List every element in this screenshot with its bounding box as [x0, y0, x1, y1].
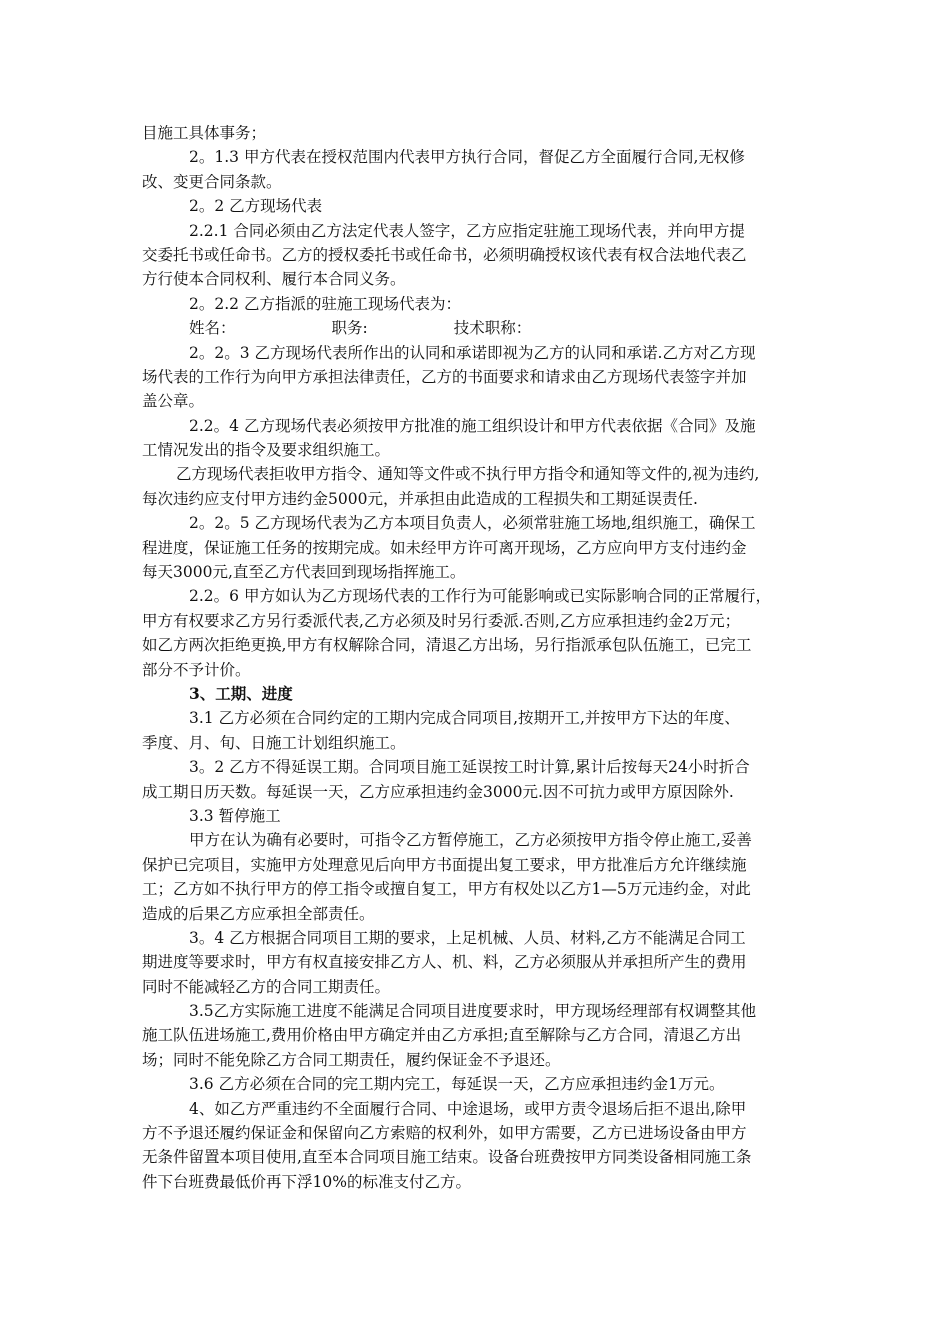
- text-line: 造成的后果乙方应承担全部责任。: [142, 904, 375, 923]
- text-line: 目施工具体事务；: [142, 124, 267, 142]
- contract-body: [142, 121, 812, 1194]
- position-label: 职务:: [331, 319, 368, 338]
- text-line: 期进度等要求时，甲方有权直接安排乙方人、机、料，乙方必须服从并承担所产生的费用: [142, 953, 747, 972]
- text-line: 2。2。3 乙方现场代表所作出的认同和承诺即视为乙方的认同和承诺.乙方对乙方现: [189, 343, 756, 362]
- text-line: 甲方在认为确有必要时，可指令乙方暂停施工，乙方必须按甲方指令停止施工,妥善: [189, 831, 752, 850]
- text-line: 甲方有权要求乙方另行委派代表,乙方必须及时另行委派.否则,乙方应承担违约金2万元；: [142, 611, 741, 630]
- text-line: 2.2。4 乙方现场代表必须按甲方批准的施工组织设计和甲方代表依据《合同》及施: [189, 416, 756, 435]
- text-line: 2.2。6 甲方如认为乙方现场代表的工作行为可能影响或已实际影响合同的正常履行，: [189, 587, 771, 606]
- text-line: 改、变更合同条款。: [142, 172, 282, 191]
- text-line: 3.5乙方实际施工进度不能满足合同项目进度要求时，甲方现场经理部有权调整其他: [189, 1002, 757, 1021]
- text-line: 施工队伍进场施工,费用价格由甲方确定并由乙方承担;直至解除与乙方合同，清退乙方出: [142, 1026, 742, 1045]
- representative-fields: [142, 316, 812, 340]
- text-line: 2。2 乙方现场代表: [189, 197, 323, 216]
- text-line: 部分不予计价。: [142, 660, 251, 679]
- text-line: 2。2.2 乙方指派的驻施工现场代表为：: [189, 294, 461, 313]
- text-line: 2.2.1 合同必须由乙方法定代表人签字，乙方应指定驻施工现场代表，并向甲方提: [189, 221, 745, 240]
- text-line: 3.3 暂停施工: [189, 806, 281, 825]
- text-line: 2。1.3 甲方代表在授权范围内代表甲方执行合同，督促乙方全面履行合同,无权修: [189, 148, 745, 167]
- text-line: 如乙方两次拒绝更换,甲方有权解除合同，清退乙方出场，另行指派承包队伍施工，已完工: [142, 636, 752, 655]
- text-line: 方不予退还履约保证金和保留向乙方索赔的权利外，如甲方需要，乙方已进场设备由甲方: [142, 1124, 747, 1143]
- text-line: 盖公章。: [142, 392, 205, 411]
- text-line: 乙方现场代表拒收甲方指令、通知等文件或不执行甲方指令和通知等文件的,视为违约,: [176, 465, 760, 484]
- text-line: 3。2 乙方不得延误工期。合同项目施工延误按工时计算,累计后按每天24小时折合: [189, 758, 750, 777]
- text-line: 保护已完项目，实施甲方处理意见后向甲方书面提出复工要求，甲方批准后方允许继续施: [142, 855, 747, 874]
- text-line: 工情况发出的指令及要求组织施工。: [142, 441, 391, 460]
- text-line: 每次违约应支付甲方违约金5000元，并承担由此造成的工程损失和工期延误责任.: [142, 489, 698, 508]
- text-line: 成工期日历天数。每延误一天，乙方应承担违约金3000元.因不可抗力或甲方原因除外.: [142, 782, 734, 801]
- text-line: 程进度，保证施工任务的按期完成。如未经甲方许可离开现场，乙方应向甲方支付违约金: [142, 538, 747, 557]
- text-line: 方行使本合同权利、履行本合同义务。: [142, 270, 406, 289]
- technical-title-label: 技术职称：: [453, 319, 532, 338]
- name-label: 姓名：: [189, 319, 236, 338]
- text-line: 无条件留置本项目使用,直至本合同项目施工结束。设备台班费按甲方同类设备相同施工条: [142, 1148, 752, 1167]
- text-line: 3.6 乙方必须在合同的完工期内完工，每延误一天，乙方应承担违约金1万元。: [189, 1075, 725, 1094]
- text-line: 季度、月、旬、日施工计划组织施工。: [142, 733, 406, 752]
- text-line: 3。4 乙方根据合同项目工期的要求，上足机械、人员、材料,乙方不能满足合同工: [189, 928, 746, 947]
- text-line: 场；同时不能免除乙方合同工期责任，履约保证金不予退还。: [142, 1050, 561, 1069]
- text-line: 工；乙方如不执行甲方的停工指令或擅自复工，甲方有权处以乙方1—5万元违约金，对此: [142, 880, 751, 899]
- text-line: 每天3000元,直至乙方代表回到现场指挥施工。: [142, 563, 466, 582]
- text-line: 3.1 乙方必须在合同约定的工期内完成合同项目,按期开工,并按甲方下达的年度、: [189, 709, 740, 728]
- text-line: 件下台班费最低价再下浮10%的标准支付乙方。: [142, 1172, 471, 1191]
- text-line: 2。2。5 乙方现场代表为乙方本项目负责人，必须常驻施工场地,组织施工，确保工: [189, 514, 756, 533]
- text-line: 交委托书或任命书。乙方的授权委托书或任命书，必须明确授权该代表有权合法地代表乙: [142, 245, 747, 264]
- text-line: 4、如乙方严重违约不全面履行合同、中途退场，或甲方责令退场后拒不退出,除甲: [189, 1099, 747, 1118]
- text-line: 同时不能减轻乙方的合同工期责任。: [142, 977, 391, 996]
- text-line: 场代表的工作行为向甲方承担法律责任，乙方的书面要求和请求由乙方现场代表签字并加: [142, 367, 747, 386]
- section-heading: 3、工期、进度: [189, 683, 293, 703]
